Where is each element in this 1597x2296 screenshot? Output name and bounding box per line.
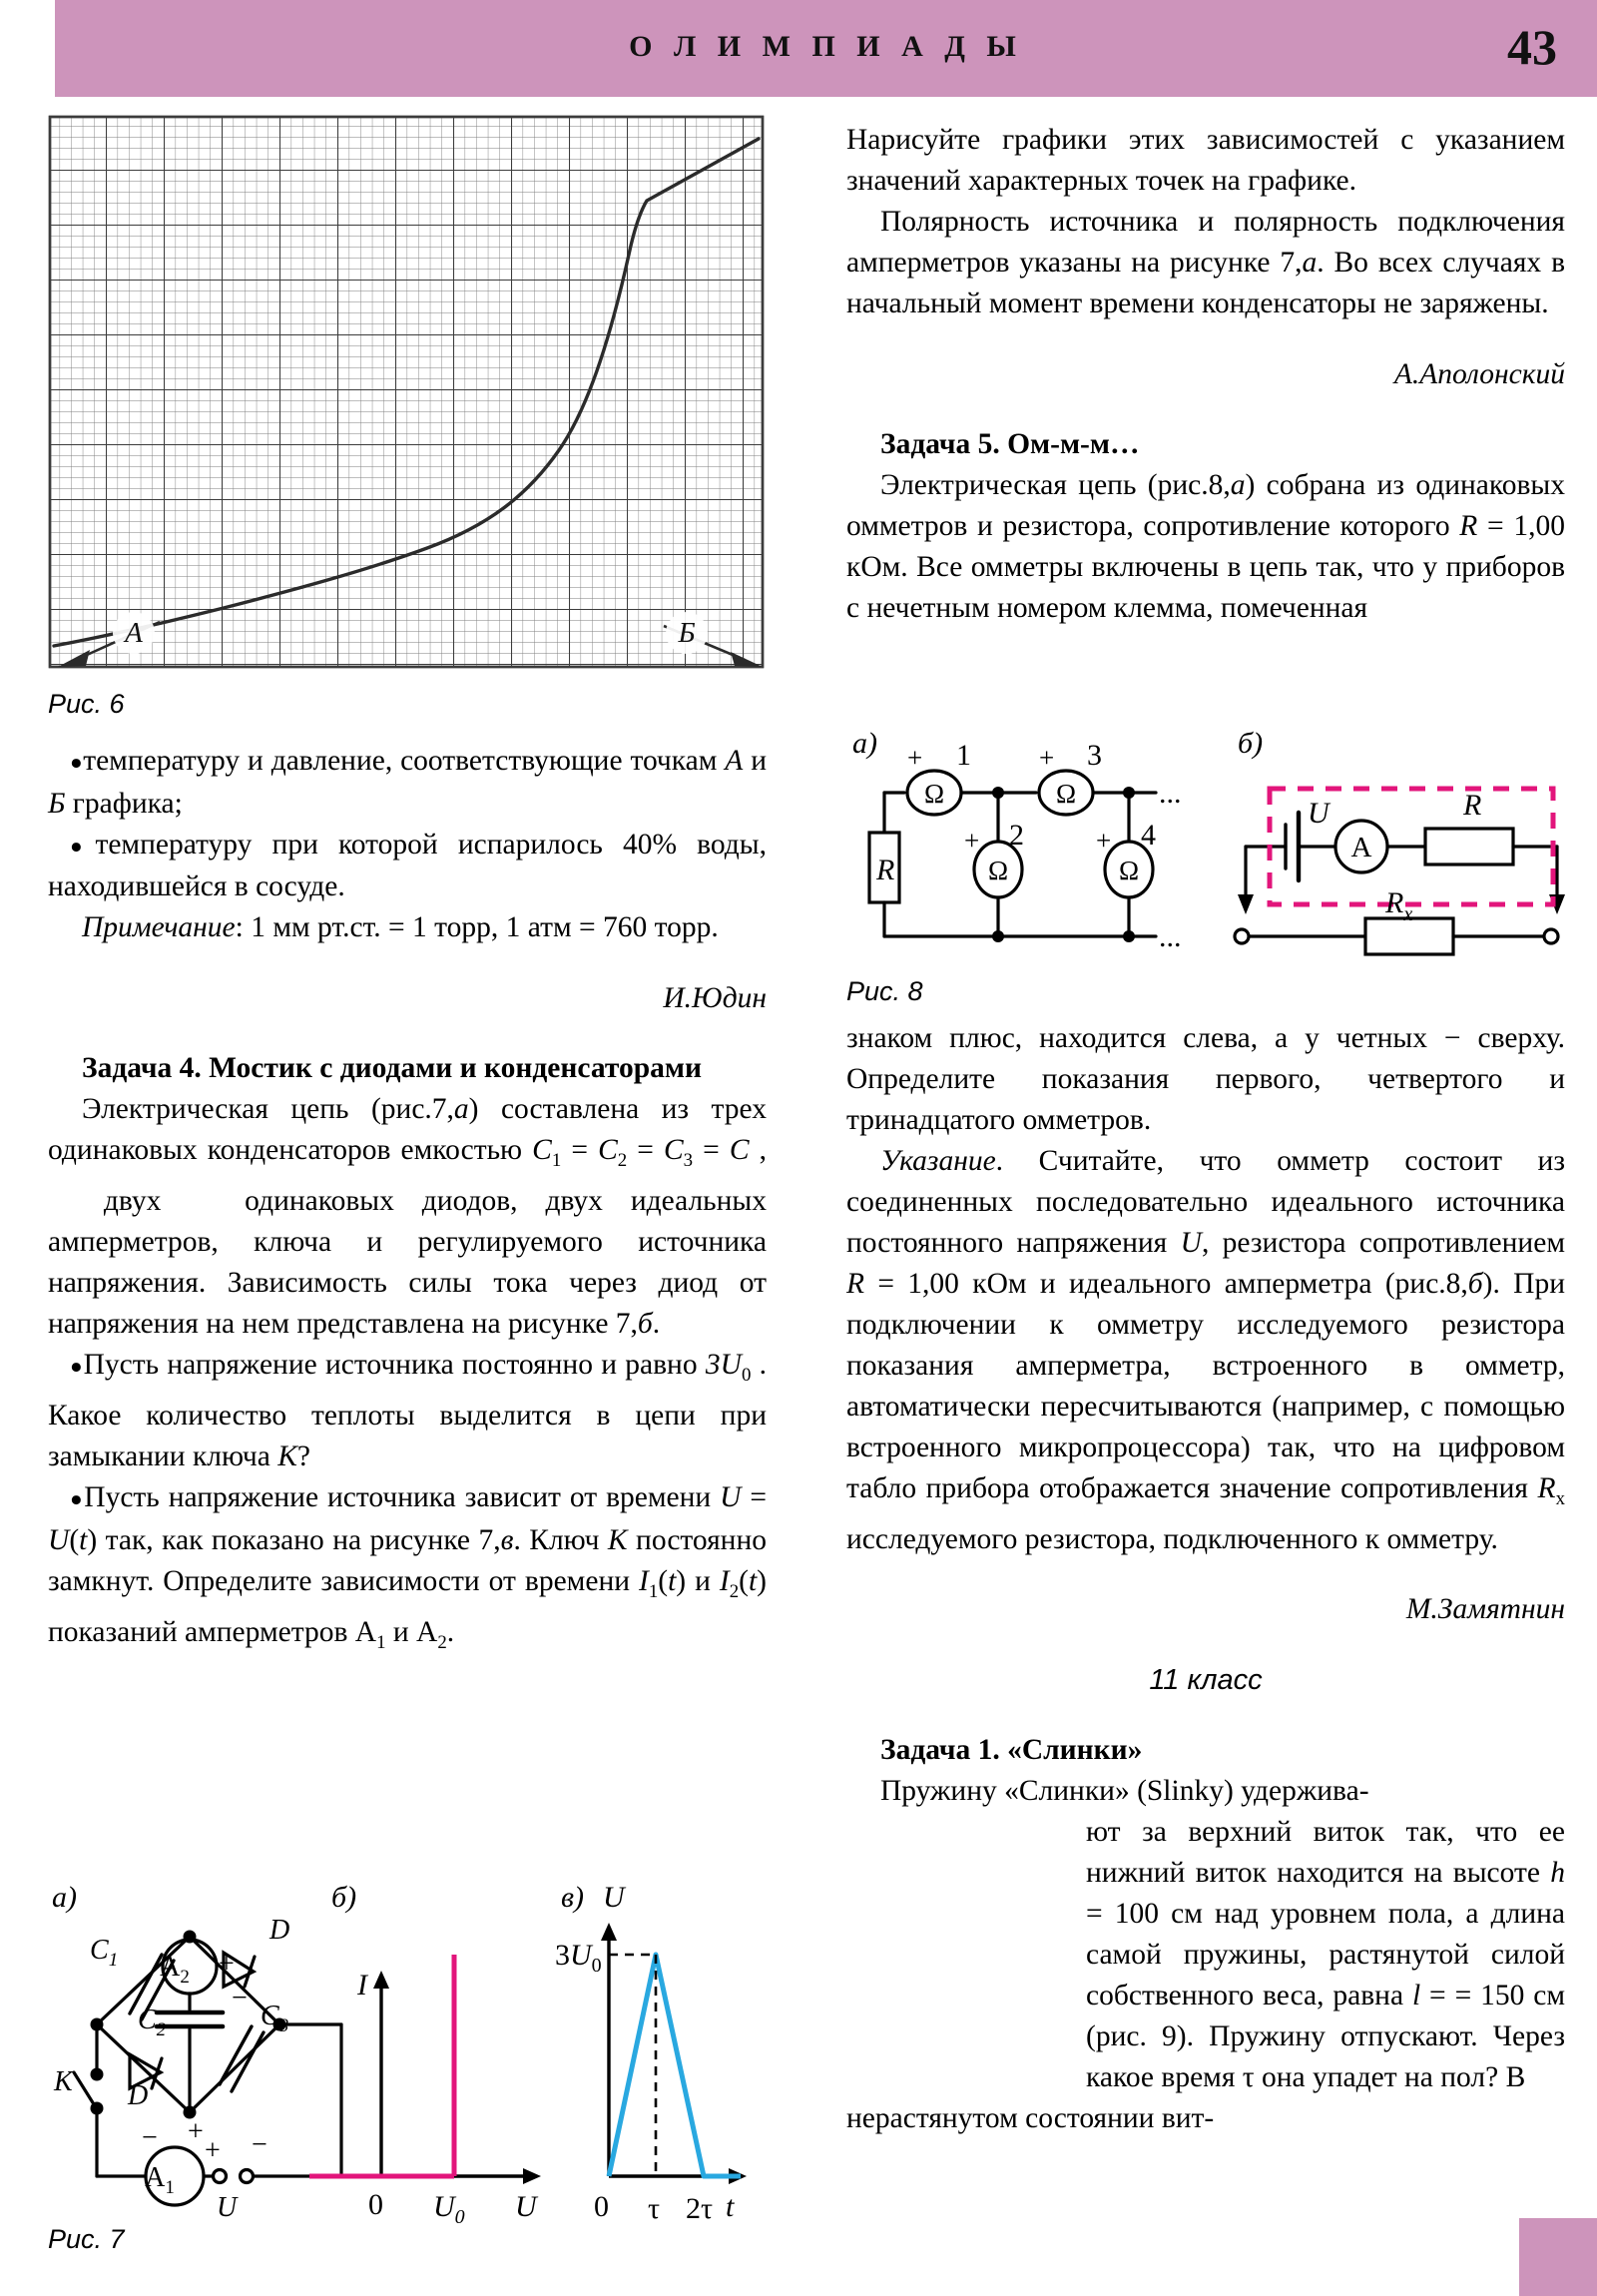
fig7-label-d-lower: D xyxy=(128,2080,149,2111)
fig8-dots-bottom: ... xyxy=(1159,920,1182,953)
fig7b-origin: 0 xyxy=(368,2188,383,2221)
left-author-yudin: И.Юдин xyxy=(663,981,767,1014)
fig7v-origin: 0 xyxy=(594,2190,609,2223)
fig7-sign-plus-a2: + xyxy=(219,1949,235,1980)
right-author-apolonsky: А.Аполонский xyxy=(1393,357,1565,390)
fig7v-tick-2tau: 2τ xyxy=(686,2192,714,2225)
fig8-number-2: 2 xyxy=(1009,819,1024,852)
fig7-label-c1: $C_1$ xyxy=(90,1935,119,1971)
fig8-number-1: 1 xyxy=(956,739,971,772)
fig7-label-key: K xyxy=(54,2066,73,2097)
fig8-label-R2: R xyxy=(1463,789,1482,822)
fig8-plus-4: + xyxy=(1096,826,1112,856)
left-bullet-1-text: температуру и давление, соответствующие точкам А и Б графика; xyxy=(48,745,767,820)
left-bullet-1 xyxy=(48,741,767,825)
fig7-label-a2: $A_2$ xyxy=(160,1952,190,1988)
right-para-1: Нарисуйте графики этих зависимостей с указанием значений характерных точек на графике. xyxy=(846,124,1565,197)
bullet-dot-icon: ● xyxy=(70,1486,85,1511)
fig8-ohm-symbol-4: Ω xyxy=(1118,856,1140,885)
svg-text:А: А xyxy=(125,617,143,649)
right-column-text-top xyxy=(846,120,1565,629)
figure-8-caption: Рис. 8 xyxy=(846,976,923,1006)
fig8-plus-2: + xyxy=(964,826,980,856)
right-task-5-heading: Задача 5. Ом-м-м… xyxy=(880,428,1140,460)
right-hint: Указание. Считайте, что омметр состоит из соединенных последовательно идеального источника постоянного напряжения U, резистора сопротивлением R = 1,00 кОм и идеального амперметра (рис.8,б). При подключении к омметру исследуемого резистора показания амперметра, встроенного в омметр, автоматически пересчитываются (например, с помощью встроенного микропроцессора) так, что на цифровом табло прибора отображается значение сопротивления $R_x$ исследуемого резистора, подключенного к омметру. xyxy=(846,1145,1565,1555)
fig7-label-d-upper: D xyxy=(269,1915,290,1946)
fig8-part-a-label: а) xyxy=(852,727,877,760)
left-bullet-2-text: температуру при которой испарилось 40% воды, находившейся в сосуде. xyxy=(48,828,768,903)
fig8-part-b-label: б) xyxy=(1238,727,1264,760)
fig7v-axis-U: U xyxy=(603,1881,625,1914)
figure-6-caption: Рис. 6 xyxy=(48,689,125,719)
right-author-zamyatnin: М.Замятнин xyxy=(1405,1593,1565,1626)
fig7-label-c2: $C_2$ xyxy=(138,2005,167,2040)
bullet-dot-icon: ● xyxy=(70,1355,84,1380)
fig7-label-u: U xyxy=(217,2192,238,2223)
fig7v-tick-tau: τ xyxy=(648,2192,661,2225)
fig8-ammeter-label: A xyxy=(1350,832,1372,863)
fig7-label-c3: $C_3$ xyxy=(261,2001,289,2036)
fig8-dots-top: ... xyxy=(1159,777,1182,810)
fig7-sign-minus-src: − xyxy=(252,2129,267,2160)
fig8-label-Rx: $R_x$ xyxy=(1385,886,1413,925)
fig7-sign-plus-src: + xyxy=(205,2135,221,2166)
left-bullet-2 xyxy=(48,825,767,908)
fig7b-axis-U: U xyxy=(515,2190,537,2223)
figure-7 xyxy=(42,1877,771,2246)
fig8-label-R: R xyxy=(876,854,895,886)
right-para-3: знаком плюс, находится слева, а у четных − сверху. Определите показания первого, четвертого и тринадцатого омметров. xyxy=(846,1022,1565,1136)
bullet-dot-icon: ● xyxy=(70,750,84,775)
right-task-1-body-l1: Пружину «Слинки» (Slinky) удержива- xyxy=(880,1774,1369,1807)
page-title: О Л И М П И А Д Ы xyxy=(629,30,1023,63)
left-task-4-heading: Задача 4. Мостик с диодами и конденсаторами xyxy=(82,1052,702,1085)
fig8-number-3: 3 xyxy=(1087,739,1102,772)
fig8-ohm-symbol-2: Ω xyxy=(987,856,1009,885)
fig7b-axis-I: I xyxy=(357,1969,367,2002)
right-class-line: 11 класс xyxy=(1149,1663,1263,1696)
page-header-band xyxy=(55,0,1597,97)
right-task-1-heading: Задача 1. «Слинки» xyxy=(880,1733,1143,1766)
right-task-1-body-last: нерастянутом состоянии вит- xyxy=(846,2101,1215,2134)
right-para-2: Полярность источника и полярность подключения амперметров указаны на рисунке 7,а. Во всех случаях в начальный момент времени конденсаторы не заряжены. xyxy=(846,206,1565,319)
figure-6-graph xyxy=(48,115,765,674)
fig7-label-a1: $A_1$ xyxy=(145,2162,175,2198)
fig7v-axis-t: t xyxy=(726,2190,735,2223)
fig8-plus-3: + xyxy=(1039,743,1055,773)
right-task-1-body-wrap: ют за верхний виток так, что ее нижний виток находится на высоте h = 100 см над уровнем пола, а длина самой пружины, растянутой силой собственного веса, равна l = = 150 см (рис. 9). Пружину отпускают. Через какое время τ она упадет на пол? В xyxy=(1086,1815,1565,2093)
fig8-ohm-symbol-3: Ω xyxy=(1055,779,1077,809)
right-column-text-bottom xyxy=(846,1018,1565,2139)
page-corner-mark xyxy=(1519,2218,1597,2296)
fig8-ohm-symbol-1: Ω xyxy=(923,779,945,809)
page-number: 43 xyxy=(1507,19,1557,75)
left-bullet-4: ●Пусть напряжение источника зависит от времени U = U(t) так, как показано на рисунке 7,в. Ключ K постоянно замкнут. Определите зависимости от времени $I_1(t)$ и $I_2(t)$ показаний амперметров $A_1$ и $A_2$. xyxy=(48,1481,768,1653)
bullet-dot-icon: ● xyxy=(70,834,96,859)
fig7b-tick-U0: $U_0$ xyxy=(433,2190,465,2228)
fig7-sign-minus-left: − xyxy=(142,2122,158,2153)
left-bullet-3: ●Пусть напряжение источника постоянно и равно $3U_0$ . Какое количество теплоты выделится в цепи при замыкании ключа K? xyxy=(48,1349,768,1473)
fig8-number-4: 4 xyxy=(1141,819,1156,852)
left-note: Примечание: 1 мм рт.ст. = 1 торр, 1 атм = 760 торр. xyxy=(82,911,719,944)
fig8-plus-1: + xyxy=(907,743,923,773)
fig7-part-v-label: в) xyxy=(561,1881,585,1914)
left-column-text xyxy=(48,741,767,1663)
left-task-4-body: Электрическая цепь (рис.7,а) составлена из трех одинаковых конденсаторов емкостью $C_1 = C_2 = C_3 = C$ , двух одинаковых диодов, двух идеальных амперметров, ключа и регулируемого источника напряжения. Зависимость силы тока через диод от напряжения на нем представлена на рисунке 7,б. xyxy=(48,1093,768,1341)
figure-7-caption: Рис. 7 xyxy=(48,2224,125,2254)
fig8-label-U: U xyxy=(1308,797,1330,830)
right-task-5-body: Электрическая цепь (рис.8,а) собрана из одинаковых омметров и резистора, сопротивление которого R = 1,00 кОм. Все омметры включены в цепь так, что у приборов с нечетным номером клемма, помеченная xyxy=(846,469,1565,624)
fig7-part-b-label: б) xyxy=(331,1881,357,1914)
fig7-part-a-label: а) xyxy=(52,1881,77,1914)
fig7-sign-minus-c3: − xyxy=(232,1983,248,2013)
svg-text:Б: Б xyxy=(678,617,696,649)
figure-8 xyxy=(846,725,1585,969)
fig7v-tick-3U0: $3U_0$ xyxy=(555,1939,602,1977)
fig7-sign-plus-left: + xyxy=(188,2116,204,2147)
